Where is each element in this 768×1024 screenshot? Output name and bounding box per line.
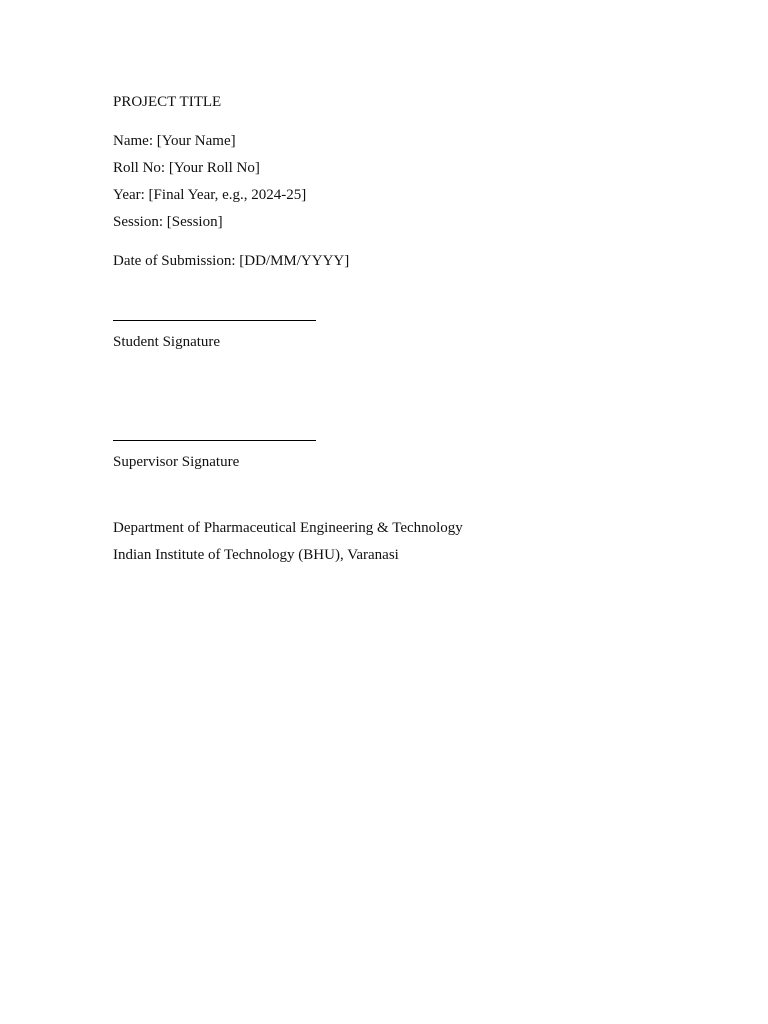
supervisor-signature-label: Supervisor Signature	[113, 454, 240, 470]
student-signature-label: Student Signature	[113, 334, 221, 350]
department-line: Department of Pharmaceutical Engineering & Technology	[113, 520, 463, 536]
institute-line: Indian Institute of Technology (BHU), Varanasi	[113, 547, 399, 563]
session-line: Session: [Session]	[113, 214, 223, 230]
student-signature-rule	[113, 320, 316, 321]
name-line: Name: [Your Name]	[113, 133, 236, 149]
year-line: Year: [Final Year, e.g., 2024-25]	[113, 187, 307, 203]
submission-date-line: Date of Submission: [DD/MM/YYYY]	[113, 253, 350, 269]
roll-no-line: Roll No: [Your Roll No]	[113, 160, 260, 176]
supervisor-signature-rule	[113, 440, 316, 441]
project-title: PROJECT TITLE	[113, 94, 222, 110]
